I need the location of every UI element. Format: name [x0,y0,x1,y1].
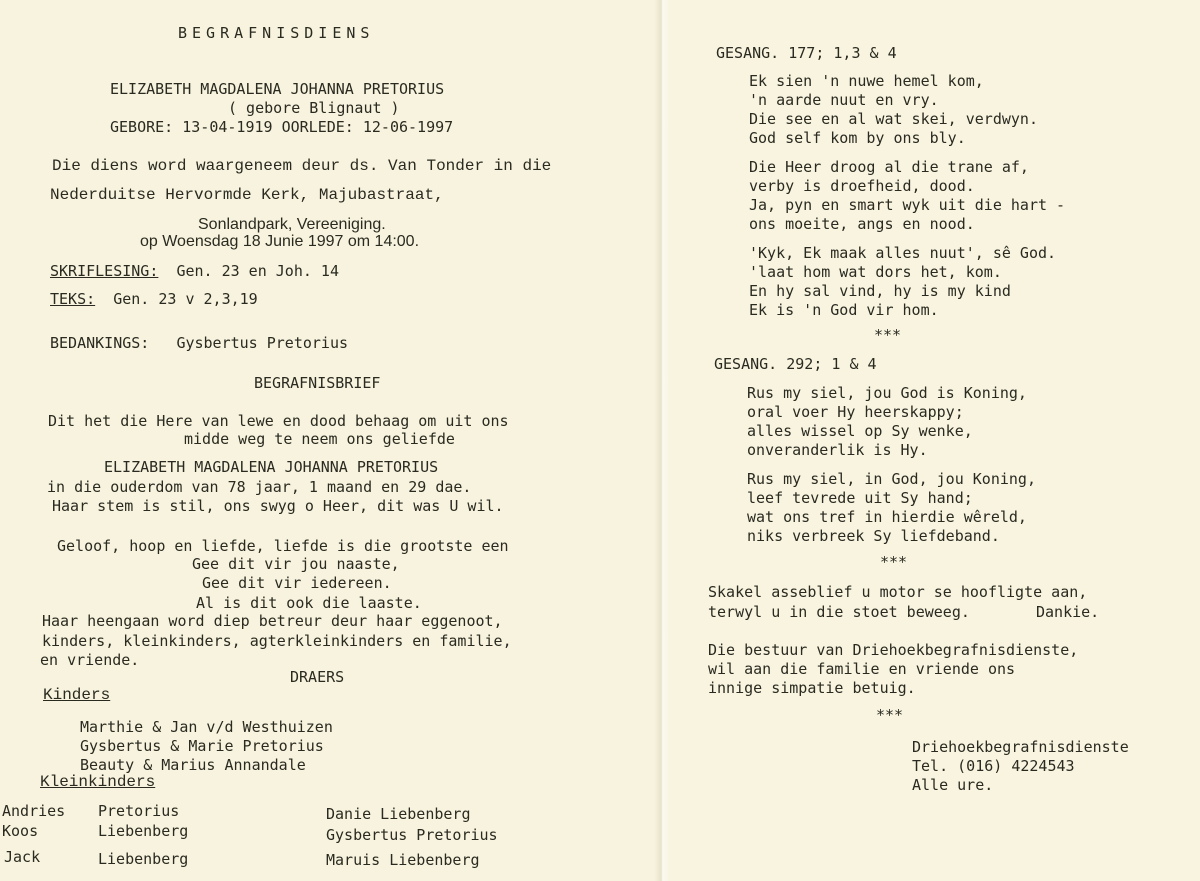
gesang2-line: onveranderlik is Hy. [747,441,928,459]
condolence-line: innige simpatie betuig. [708,679,916,697]
poem-line: Al is dit ook die laaste. [196,594,422,612]
brief-line: midde weg te neem ons geliefde [184,430,455,448]
right-page [662,0,1200,881]
thanks: Dankie. [1036,603,1100,621]
poem-line: Gee dit vir iedereen. [202,574,392,592]
service-line: Die diens word waargeneem deur ds. Van Tonder in die [52,157,552,175]
kleinkinders-heading: Kleinkinders [40,773,156,791]
mourners-line: en vriende. [40,651,140,669]
gesang2-title: GESANG. 292; 1 & 4 [714,355,877,373]
deceased-name: ELIZABETH MAGDALENA JOHANNA PRETORIUS [110,80,445,98]
notice-line: Skakel asseblief u motor se hoofligte aan, [708,583,1088,601]
poem-line: Geloof, hoop en liefde, liefde is die grootste een [57,537,509,555]
gesang1-line: Die Heer droog al die trane af, [749,158,1029,176]
skriflesing-value: Gen. 23 en Joh. 14 [176,262,339,280]
condolence-line: wil aan die familie en vriende ons [708,660,1016,678]
company-hours: Alle ure. [912,776,994,794]
poem-line: Gee dit vir jou naaste, [192,555,400,573]
kinders-item: Gysbertus & Marie Pretorius [80,737,324,755]
brief-line: Dit het die Here van lewe en dood behaag om uit ons [48,412,509,430]
kinders-item: Marthie & Jan v/d Westhuizen [80,718,333,736]
brief-line: in die ouderdom van 78 jaar, 1 maand en 29 dae. [47,478,472,496]
separator: *** [880,553,908,571]
gesang2-line: alles wissel op Sy wenke, [747,422,973,440]
bedankings-label: BEDANKINGS: [50,334,150,352]
teks-value: Gen. 23 v 2,3,19 [113,290,258,308]
bedankings-value: Gysbertus Pretorius [176,334,349,352]
gesang1-line: Ja, pyn en smart wyk uit die hart - [749,196,1066,214]
gesang1-line: 'n aarde nuut en vry. [749,91,939,109]
service-line: op Woensdag 18 Junie 1997 om 14:00. [140,233,420,250]
condolence-line: Die bestuur van Driehoekbegrafnisdienste, [708,641,1079,659]
gesang1-title: GESANG. 177; 1,3 & 4 [716,44,897,62]
gesang2-line: Rus my siel, in God, jou Koning, [747,470,1036,488]
service-line: Nederduitse Hervormde Kerk, Majubastraat, [50,186,444,204]
gesang2-line: wat ons tref in hierdie wêreld, [747,508,1027,526]
page-fold [654,0,670,881]
kleinkind: Gysbertus Pretorius [326,826,498,844]
dates: GEBORE: 13-04-1919 OORLEDE: 12-06-1997 [110,118,454,136]
notice-line: terwyl u in die stoet beweeg. [708,603,970,621]
gesang1-line: Die see en al wat skei, verdwyn. [749,110,1038,128]
kleinkind-last: Pretorius [98,802,180,820]
draers-heading: DRAERS [290,668,345,686]
brief-heading: BEGRAFNISBRIEF [254,374,381,392]
gesang1-line: Ek sien 'n nuwe hemel kom, [749,72,984,90]
maiden-name: ( gebore Blignaut ) [228,99,400,117]
gesang1-line: Ek is 'n God vir hom. [749,301,939,319]
heading: BEGRAFNISDIENS [178,24,375,42]
gesang1-line: God self kom by ons bly. [749,129,966,147]
skriflesing-label: SKRIFLESING: [50,262,159,280]
gesang2-line: Rus my siel, jou God is Koning, [747,384,1027,402]
gesang1-line: verby is droefheid, dood. [749,177,975,195]
kleinkind: Danie Liebenberg [326,805,471,823]
bedankings-row [50,334,348,352]
gesang2-line: oral voer Hy heerskappy; [747,403,964,421]
kleinkind: Maruis Liebenberg [326,851,480,869]
kleinkind-last: Liebenberg [98,850,189,868]
teks-label: TEKS: [50,290,96,308]
company-phone: Tel. (016) 4224543 [912,757,1075,775]
gesang1-line: ons moeite, angs en nood. [749,215,975,233]
gesang1-line: 'laat hom wat dors het, kom. [749,263,1002,281]
company-name: Driehoekbegrafnisdienste [912,738,1129,756]
teks-row [50,290,258,308]
separator: *** [874,326,902,344]
kleinkind-first: Jack [4,848,41,866]
kleinkind-first: Andries [2,802,66,820]
kinders-heading: Kinders [43,686,111,704]
kleinkind-last: Liebenberg [98,822,189,840]
brief-name: ELIZABETH MAGDALENA JOHANNA PRETORIUS [104,458,439,476]
gesang1-line: 'Kyk, Ek maak alles nuut', sê God. [749,244,1057,262]
gesang1-line: En hy sal vind, hy is my kind [749,282,1011,300]
mourners-line: kinders, kleinkinders, agterkleinkinders en familie, [42,632,512,650]
kleinkind-first: Koos [2,822,39,840]
mourners-line: Haar heengaan word diep betreur deur haar eggenoot, [42,612,503,630]
gesang2-line: leef tevrede uit Sy hand; [747,489,973,507]
service-line: Sonlandpark, Vereeniging. [198,216,386,233]
kinders-item: Beauty & Marius Annandale [80,756,306,774]
separator: *** [876,706,904,724]
brief-line: Haar stem is stil, ons swyg o Heer, dit was U wil. [52,497,504,515]
gesang2-line: niks verbreek Sy liefdeband. [747,527,1000,545]
skriflesing-row [50,262,339,280]
